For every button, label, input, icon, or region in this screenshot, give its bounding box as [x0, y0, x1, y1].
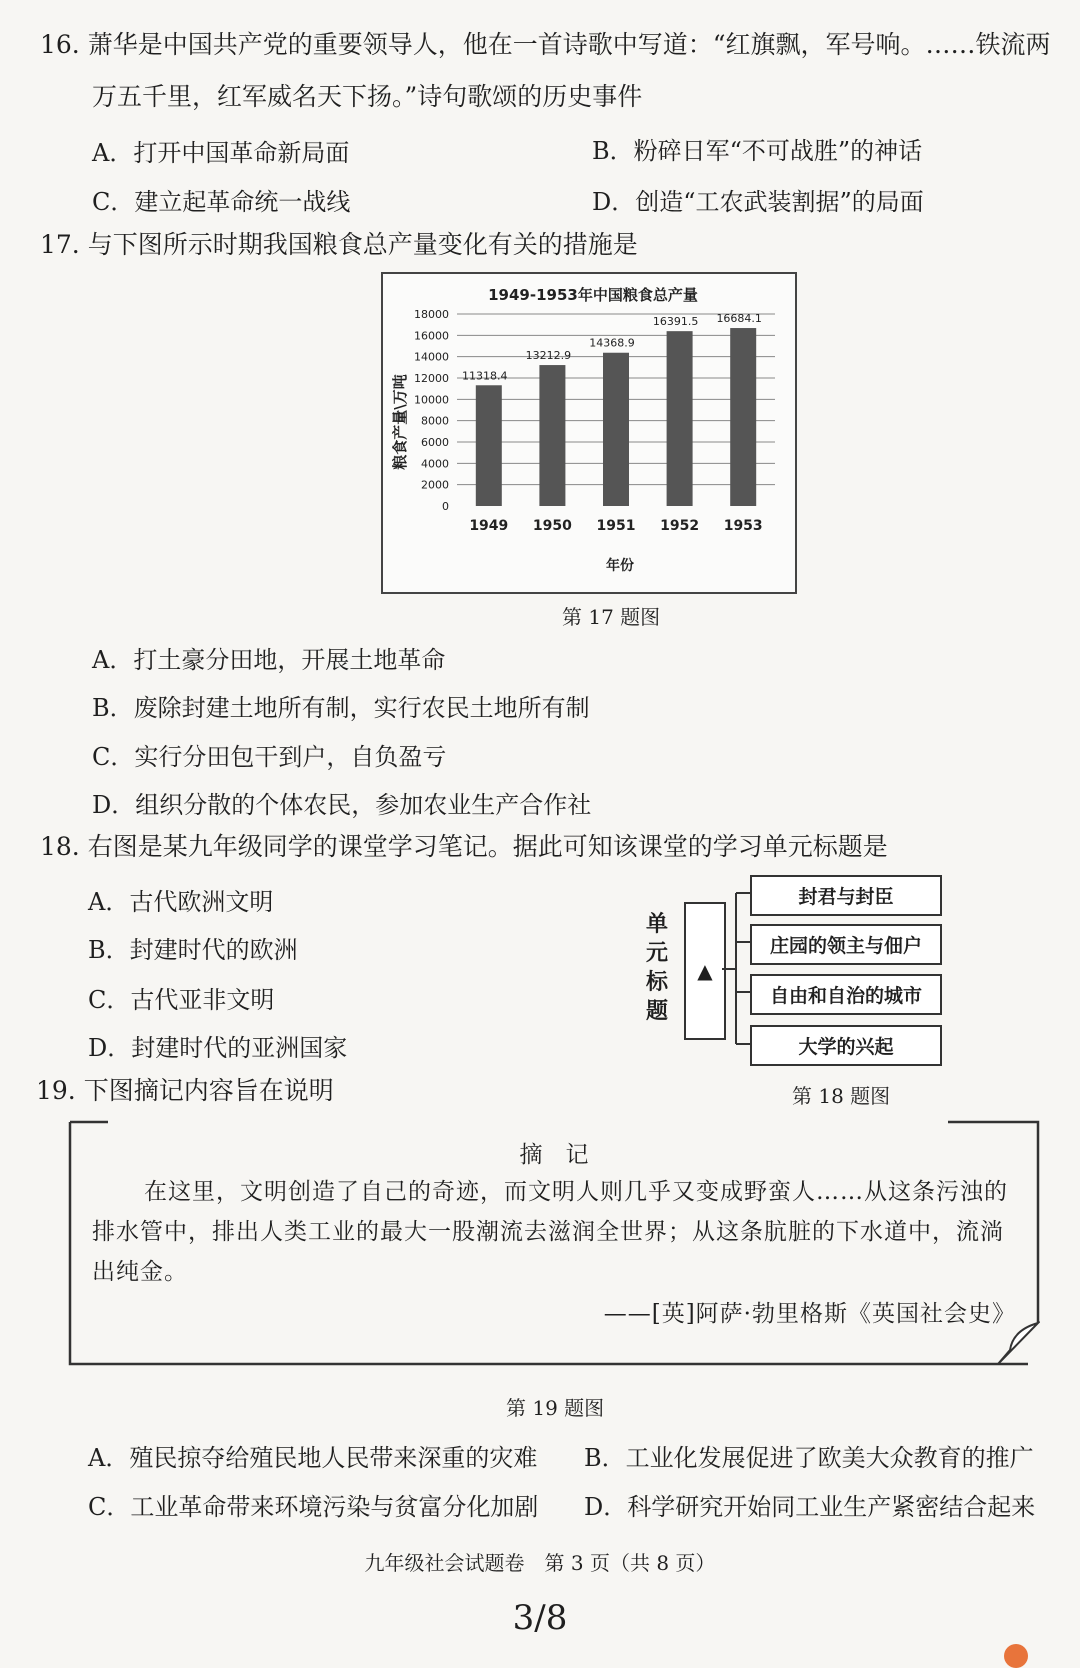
chart-x-tick-label: 1949	[469, 518, 509, 534]
q17-option-a: A．打土豪分田地，开展土地革命	[92, 646, 446, 674]
note-box-3: 自由和自治的城市	[750, 974, 942, 1015]
grain-production-chart	[381, 272, 797, 594]
chart-y-tick-label: 2000	[421, 478, 449, 492]
q17-option-d: D．组织分散的个体农民，参加农业生产合作社	[92, 791, 592, 819]
q16-option-a: A．打开中国革命新局面	[92, 139, 350, 167]
chart-y-tick-label: 12000	[414, 372, 449, 385]
triangle-symbol: ▲	[697, 959, 713, 983]
q17-option-c: C．实行分田包干到户，自负盈亏	[92, 743, 447, 771]
bracket-connector	[722, 880, 750, 1060]
chart-y-tick-label: 10000	[414, 393, 449, 407]
orange-dot-icon	[1004, 1644, 1028, 1668]
chart-title: 1949-1953年中国粮食总产量	[488, 286, 698, 304]
chart-y-tick-label: 8000	[421, 414, 449, 428]
excerpt-frame	[68, 1118, 1040, 1366]
q19-option-d: D．科学研究开始同工业生产紧密结合起来	[584, 1493, 1036, 1521]
chart-x-tick-label: 1953	[723, 518, 763, 534]
chart-data-label: 13212.9	[525, 349, 572, 363]
q19-option-a: A．殖民掠夺给殖民地人民带来深重的灾难	[88, 1444, 538, 1472]
q18-caption: 第 18 题图	[792, 1084, 891, 1108]
q18-option-d: D．封建时代的亚洲国家	[88, 1034, 348, 1062]
chart-x-tick-label: 1952	[660, 518, 700, 534]
chart-x-axis-label: 年份	[606, 558, 634, 574]
chart-bar-1950	[539, 365, 565, 506]
q18-stem: 18. 右图是某九年级同学的课堂学习笔记。据此可知该课堂的学习单元标题是	[40, 832, 888, 861]
q16-option-d: D．创造“工农武装割据”的局面	[592, 188, 924, 216]
chart-bar-1949	[476, 385, 502, 506]
note-box-1: 封君与封臣	[750, 875, 942, 916]
chart-bar-1953	[730, 328, 756, 506]
chart-y-axis-label: 粮食产量\万吨	[391, 374, 409, 470]
unit-title-label: 单元标题	[645, 911, 668, 1024]
chart-x-tick-label: 1950	[532, 518, 572, 534]
chart-bar-1951	[603, 353, 629, 506]
q17-option-b: B．废除封建土地所有制，实行农民土地所有制	[92, 694, 590, 722]
q16-stem-line1: 16. 萧华是中国共产党的重要领导人，他在一首诗歌中写道：“红旗飘，军号响。……铁流两	[40, 30, 1051, 59]
excerpt-line-2: 排水管中，排出人类工业的最大一股潮流去滋润全世界；从这条肮脏的下水道中，流淌	[92, 1219, 1004, 1245]
q19-caption: 第 19 题图	[506, 1396, 605, 1420]
chart-y-tick-label: 18000	[414, 308, 449, 321]
chart-data-label: 14368.9	[589, 336, 635, 350]
q19-option-c: C．工业革命带来环境污染与贫富分化加剧	[88, 1493, 539, 1521]
unit-title-placeholder-box	[684, 902, 726, 1040]
q18-option-b: B．封建时代的欧洲	[88, 936, 298, 964]
chart-data-label: 11318.4	[462, 369, 508, 383]
page-counter: 3/8	[512, 1598, 568, 1638]
chart-x-tick-label: 1951	[596, 518, 636, 534]
q18-option-c: C．古代亚非文明	[88, 986, 275, 1014]
q17-stem: 17. 与下图所示时期我国粮食总产量变化有关的措施是	[40, 230, 638, 259]
excerpt-line-3: 出纯金。	[92, 1259, 188, 1285]
chart-y-tick-label: 6000	[421, 436, 449, 449]
q16-option-b: B．粉碎日军“不可战胜”的神话	[592, 137, 923, 165]
q17-caption: 第 17 题图	[562, 605, 661, 629]
q16-option-c: C．建立起革命统一战线	[92, 188, 351, 216]
q16-stem-line2: 万五千里，红军威名天下扬。”诗句歌颂的历史事件	[92, 82, 643, 111]
chart-y-tick-label: 16000	[414, 329, 449, 343]
excerpt-source: ——[英]阿萨·勃里格斯《英国社会史》	[603, 1301, 1016, 1327]
excerpt-line-1: 在这里，文明创造了自己的奇迹，而文明人则几乎又变成野蛮人……从这条污浊的	[144, 1179, 1008, 1205]
chart-y-tick-label: 4000	[421, 457, 449, 471]
excerpt-title: 摘 记	[519, 1142, 589, 1168]
chart-y-tick-label: 0	[442, 500, 449, 513]
note-box-2: 庄园的领主与佃户	[750, 924, 942, 965]
chart-y-tick-label: 14000	[414, 350, 449, 364]
page-footer: 九年级社会试题卷 第 3 页（共 8 页）	[364, 1551, 716, 1575]
chart-bar-1952	[667, 331, 693, 506]
chart-data-label: 16391.5	[652, 315, 699, 329]
q19-stem: 19. 下图摘记内容旨在说明	[36, 1076, 334, 1105]
q19-option-b: B．工业化发展促进了欧美大众教育的推广	[584, 1444, 1034, 1472]
q18-option-a: A．古代欧洲文明	[88, 888, 274, 916]
chart-data-label: 16684.1	[716, 312, 762, 326]
chart-canvas	[383, 274, 795, 592]
note-box-4: 大学的兴起	[750, 1025, 942, 1066]
